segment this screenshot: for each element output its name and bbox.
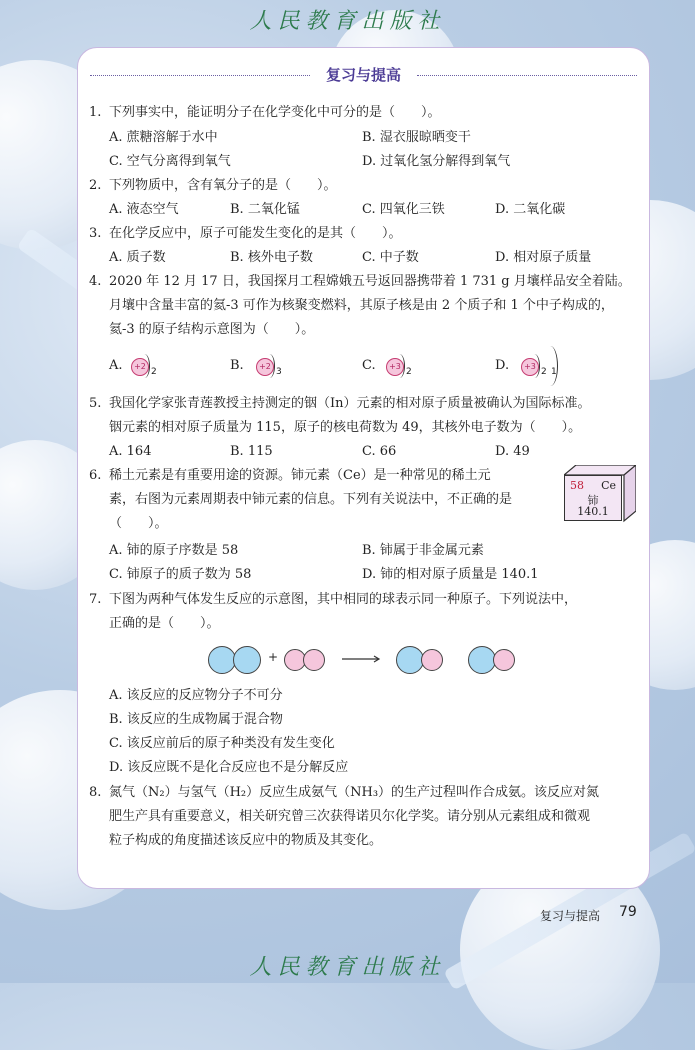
option-d: D. 相对原子质量 — [495, 250, 592, 265]
option-b: B. 该反应的生成物属于混合物 — [109, 712, 283, 727]
question-stem-line: 氮气（N₂）与氢气（H₂）反应生成氨气（NH₃）的生产过程叫作合成氨。该反应对氮 — [109, 785, 600, 800]
option-a: A. 蔗糖溶解于水中 — [109, 130, 218, 145]
question-stem-line: 我国化学家张青莲教授主持测定的铟（In）元素的相对原子质量被确认为国际标准。 — [109, 396, 591, 411]
question-7 — [89, 588, 637, 636]
atomic-number: 58 — [570, 479, 584, 492]
pink-atom — [303, 649, 325, 671]
question-stem: 下列物质中，含有氧分子的是（ ）。 — [109, 178, 337, 193]
blue-atom — [468, 646, 496, 674]
pink-atom — [421, 649, 443, 671]
electron-shell — [529, 354, 540, 378]
electron-shell — [264, 354, 275, 378]
blue-atom — [396, 646, 424, 674]
shell-electrons: 2 — [406, 367, 412, 377]
option-d: D. 该反应既不是化合反应也不是分解反应 — [109, 760, 349, 775]
question-stem-line: 氦-3 的原子结构示意图为（ ）。 — [109, 322, 315, 337]
option-a: A. 该反应的反应物分子不可分 — [109, 688, 283, 703]
nucleus: +3 — [386, 358, 404, 376]
pink-atom — [493, 649, 515, 671]
option-c: C. 66 — [362, 444, 397, 459]
blue-atom — [233, 646, 261, 674]
option-c: C. 铈原子的质子数为 58 — [109, 567, 252, 582]
question-number: 7. — [89, 592, 102, 607]
option-b: B. 湿衣服晾晒变干 — [362, 130, 471, 145]
question-stem-line: 正确的是（ ）。 — [109, 616, 220, 631]
question-stem-line: 下图为两种气体发生反应的示意图，其中相同的球表示同一种原子。下列说法中， — [109, 592, 578, 607]
option-label: B. — [230, 358, 244, 373]
option-b: B. 核外电子数 — [230, 250, 313, 265]
question-stem-line: 月壤中含量丰富的氦-3 可作为核聚变燃料，其原子核是由 2 个质子和 1 个中子构成的， — [109, 298, 614, 313]
question-number: 5. — [89, 396, 102, 411]
question-5 — [89, 392, 637, 440]
electron-shell — [543, 346, 558, 386]
publisher-logo-top: 人民教育出版社 — [249, 9, 446, 34]
option-a: A. 液态空气 — [109, 202, 179, 217]
option-d: D. 二氧化碳 — [495, 202, 566, 217]
question-stem: 下列事实中，能证明分子在化学变化中可分的是（ ）。 — [109, 105, 441, 120]
question-stem-line: 2020 年 12 月 17 日，我国探月工程嫦娥五号返回器携带着 1 731 g 月壤样品安全着陆。 — [109, 274, 631, 289]
plus-sign: + — [268, 650, 279, 664]
question-stem-line: 粒子构成的角度描述该反应中的物质及其变化。 — [109, 833, 383, 848]
question-stem: 在化学反应中，原子可能发生变化的是其（ ）。 — [109, 226, 402, 241]
publisher-logo-bottom: 人民教育出版社 — [249, 955, 446, 980]
shell-electrons: 2 — [541, 367, 547, 377]
atomic-mass: 140.1 — [577, 505, 609, 518]
reaction-arrow — [340, 653, 384, 665]
electron-shell — [394, 354, 405, 378]
option-a: A. 铈的原子序数是 58 — [109, 543, 239, 558]
question-stem-line: 素，右图为元素周期表中铈元素的信息。下列有关说法中，不正确的是 — [109, 492, 513, 507]
element-face — [564, 475, 622, 521]
question-number: 4. — [89, 274, 102, 289]
question-number: 3. — [89, 226, 102, 241]
shell-electrons: 2 — [151, 367, 157, 377]
question-stem-line: 铟元素的相对原子质量为 115，原子的核电荷数为 49，其核外电子数为（ ）。 — [109, 420, 582, 435]
option-c: C. 空气分离得到氧气 — [109, 154, 231, 169]
option-b: B. 115 — [230, 444, 273, 459]
question-3 — [89, 222, 637, 246]
element-name: 铈 — [587, 494, 599, 507]
option-a: A. 质子数 — [109, 250, 166, 265]
question-8 — [89, 781, 637, 853]
shell-electrons: 1 — [551, 367, 557, 377]
option-c: C. 该反应前后的原子种类没有发生变化 — [109, 736, 335, 751]
option-d: D. 49 — [495, 444, 530, 459]
question-stem-line: （ ）。 — [109, 516, 168, 531]
option-d: D. 铈的相对原子质量是 140.1 — [362, 567, 539, 582]
option-label: D. — [495, 358, 510, 373]
option-d: D. 过氧化氢分解得到氧气 — [362, 154, 511, 169]
option-b: B. 二氧化锰 — [230, 202, 300, 217]
option-b: B. 铈属于非金属元素 — [362, 543, 484, 558]
question-stem-line: 稀土元素是有重要用途的资源。铈元素（Ce）是一种常见的稀土元 — [109, 468, 491, 483]
element-symbol: Ce — [601, 479, 616, 492]
running-footer: 复习与提高 — [540, 909, 601, 923]
option-a: A. 164 — [109, 444, 152, 459]
option-label: C. — [362, 358, 376, 373]
page-number: 79 — [619, 904, 637, 920]
question-4 — [89, 270, 637, 342]
option-c: C. 中子数 — [362, 250, 419, 265]
nucleus: +2 — [131, 358, 149, 376]
section-header — [90, 62, 637, 88]
section-title: 复习与提高 — [325, 66, 401, 84]
shell-electrons: 3 — [276, 367, 282, 377]
question-number: 8. — [89, 785, 102, 800]
option-label: A. — [109, 358, 123, 373]
question-6 — [89, 464, 549, 536]
nucleus: +2 — [256, 358, 274, 376]
question-1 — [89, 101, 637, 125]
electron-shell — [139, 354, 150, 378]
question-number: 2. — [89, 178, 102, 193]
question-number: 1. — [89, 105, 102, 120]
blue-atom — [208, 646, 236, 674]
question-stem-line: 肥生产具有重要意义，相关研究曾三次获得诺贝尔化学奖。请分别从元素组成和微观 — [109, 809, 591, 824]
question-number: 6. — [89, 468, 102, 483]
periodic-table-cell — [564, 465, 636, 523]
option-c: C. 四氧化三铁 — [362, 202, 445, 217]
nucleus: +3 — [521, 358, 539, 376]
question-2 — [89, 174, 637, 198]
